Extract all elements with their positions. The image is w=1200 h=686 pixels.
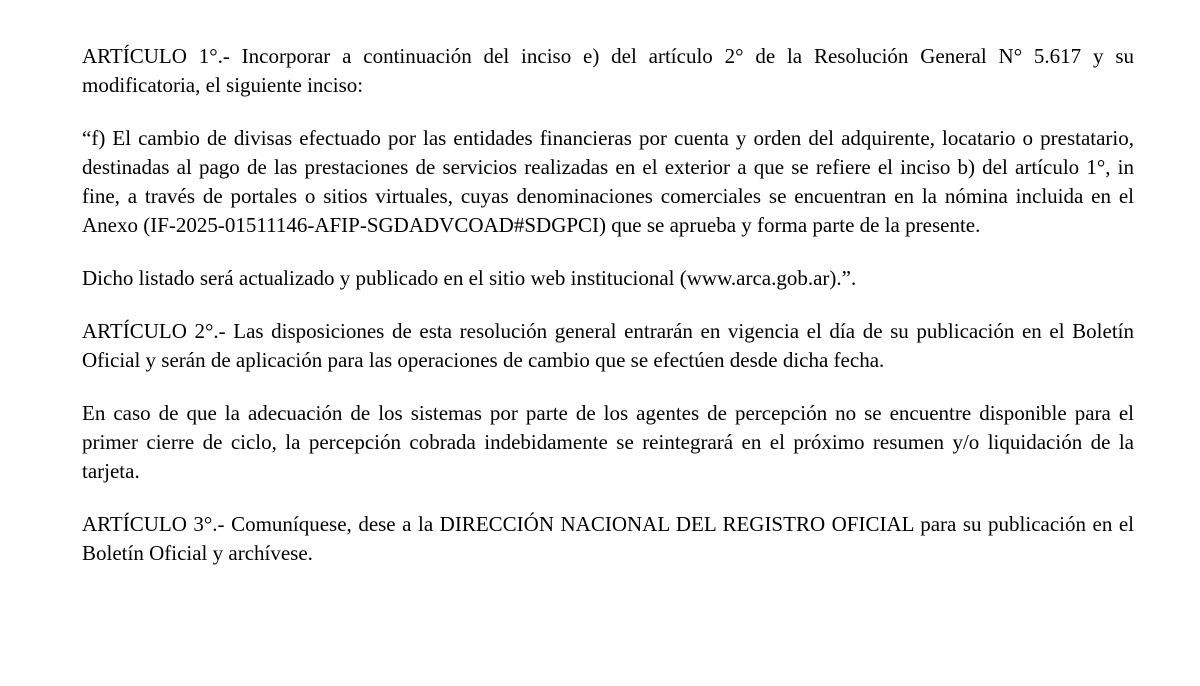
adecuacion-paragraph: En caso de que la adecuación de los sistemas por parte de los agentes de percepción no se encuentre disponible para el primer cierre de ciclo, la percepción cobrada indebidamente se reintegrará en el próximo resumen y/o liquidación de la tarjeta.: [82, 401, 1134, 483]
listado-paragraph: Dicho listado será actualizado y publicado en el sitio web institucional (www.arca.gob.ar).”.: [82, 266, 857, 290]
article-2-paragraph: ARTÍCULO 2°.- Las disposiciones de esta resolución general entrarán en vigencia el día de su publicación en el Boletín Oficial y serán de aplicación para las operaciones de cambio que se efectúen desde dicha fecha.: [82, 319, 1134, 372]
inciso-f-paragraph: “f) El cambio de divisas efectuado por las entidades financieras por cuenta y orden del adquirente, locatario o prestatario, destinadas al pago de las prestaciones de servicios realizadas en el exterior a que se refiere el inciso b) del artículo 1°, in fine, a través de portales o sitios virtuales, cuyas denominaciones comerciales se encuentran en la nómina incluida en el Anexo (IF-2025-01511146-AFIP-SGDADVCOAD#SDGPCI) que se aprueba y forma parte de la presente.: [82, 126, 1134, 237]
article-1-paragraph: ARTÍCULO 1°.- Incorporar a continuación del inciso e) del artículo 2° de la Resolución General N° 5.617 y su modificatoria, el siguiente inciso:: [82, 44, 1134, 97]
document-body: [82, 42, 1134, 568]
article-3-paragraph: ARTÍCULO 3°.- Comuníquese, dese a la DIRECCIÓN NACIONAL DEL REGISTRO OFICIAL para su publicación en el Boletín Oficial y archívese.: [82, 512, 1134, 565]
